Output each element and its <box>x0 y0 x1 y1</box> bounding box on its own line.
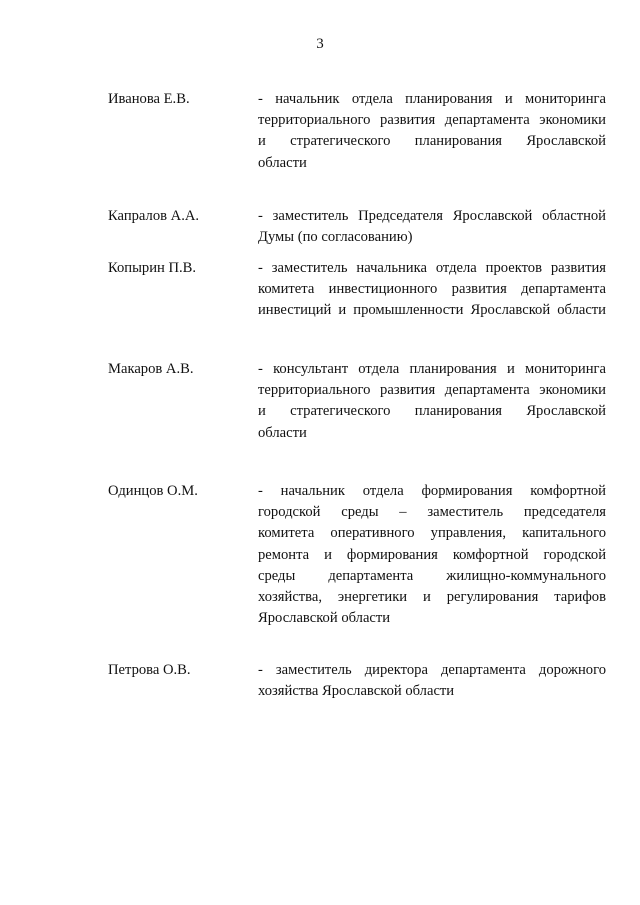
position-line: хозяйства Ярославской области <box>258 683 455 700</box>
member-position <box>258 660 606 702</box>
member-name: Капралов А.А. <box>108 208 200 224</box>
member-position <box>258 89 606 174</box>
member-position <box>258 206 606 248</box>
position-line: - начальник отдела формирования комфортной <box>258 483 606 499</box>
member-name: Одинцов О.М. <box>108 483 198 499</box>
member-name: Иванова Е.В. <box>108 91 190 107</box>
position-line: ремонта и формирования комфортной городской <box>258 546 606 563</box>
member-name: Копырин П.В. <box>108 260 197 276</box>
position-line: - заместитель Председателя Ярославской областной <box>258 208 606 224</box>
position-line: - начальник отдела планирования и мониторинга <box>258 91 606 107</box>
position-line: хозяйства, энергетики и регулирования тарифов <box>258 588 606 605</box>
position-line: и стратегического планирования Ярославской <box>258 403 606 420</box>
member-name: Петрова О.В. <box>108 662 191 678</box>
position-line: - заместитель начальника отдела проектов развития <box>258 260 606 276</box>
member-position <box>258 481 606 629</box>
member-position <box>258 359 606 444</box>
position-line: инвестиций и промышленности Ярославской области <box>258 302 606 319</box>
position-line: комитета оперативного управления, капитального <box>258 525 606 542</box>
position-line: комитета инвестиционного развития департамента <box>258 281 606 298</box>
member-position <box>258 258 606 322</box>
position-line: и стратегического планирования Ярославской <box>258 133 606 150</box>
member-name: Макаров А.В. <box>108 361 194 377</box>
position-line: городской среды – заместитель председателя <box>258 504 606 521</box>
position-line: - консультант отдела планирования и мониторинга <box>258 361 606 377</box>
position-line: - заместитель директора департамента дорожного <box>258 662 606 678</box>
position-line: Ярославской области <box>258 610 391 627</box>
position-line: Думы (по согласованию) <box>258 229 413 246</box>
position-line: области <box>258 154 307 171</box>
position-line: среды департамента жилищно-коммунального <box>258 567 606 584</box>
position-line: области <box>258 424 307 441</box>
page-number: 3 <box>316 36 324 52</box>
position-line: территориального развития департамента экономики <box>258 112 606 129</box>
position-line: территориального развития департамента экономики <box>258 382 606 399</box>
